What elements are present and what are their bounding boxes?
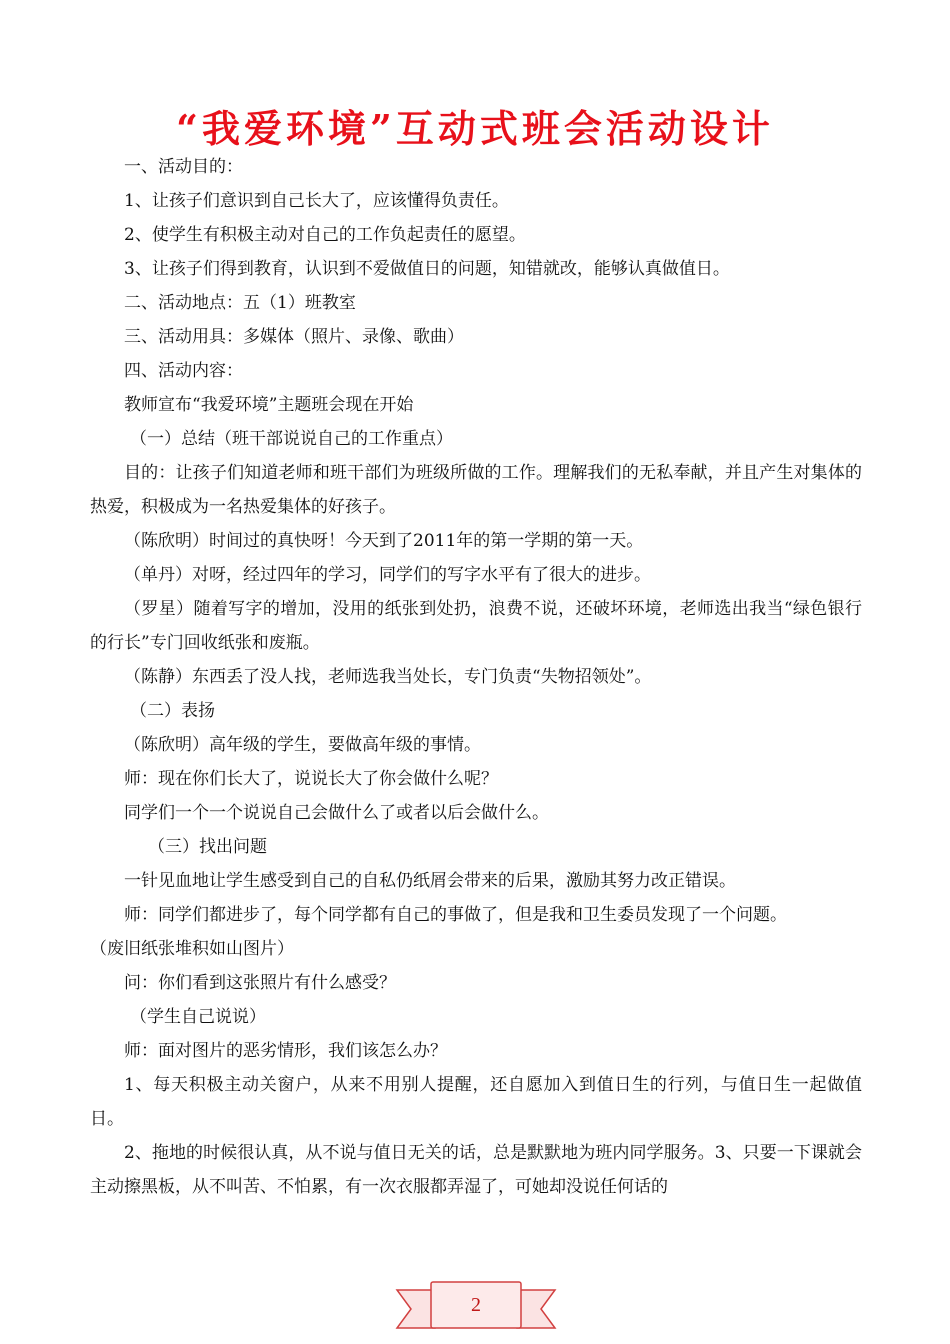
body-paragraph: 1、每天积极主动关窗户，从来不用别人提醒，还自愿加入到值日生的行列，与值日生一起做值日。 <box>90 1075 862 1129</box>
body-paragraph: 师：现在你们长大了，说说长大了你会做什么呢？ <box>124 769 498 789</box>
subsection-heading: （三）找出问题 <box>148 837 267 857</box>
page-number: 2 <box>471 1294 481 1316</box>
subsection-heading: （一）总结（班干部说说自己的工作重点） <box>130 429 453 449</box>
section-heading: 四、活动内容： <box>124 361 243 381</box>
subsection-heading: （二）表扬 <box>130 701 215 721</box>
body-paragraph: （单丹）对呀，经过四年的学习，同学们的写字水平有了很大的进步。 <box>124 565 651 585</box>
body-paragraph: （陈欣明）高年级的学生，要做高年级的事情。 <box>124 735 481 755</box>
body-paragraph: 目的：让孩子们知道老师和班干部们为班级所做的工作。理解我们的无私奉献，并且产生对集体的热爱，积极成为一名热爱集体的好孩子。 <box>90 463 862 517</box>
body-paragraph: 3、让孩子们得到教育，认识到不爱做值日的问题，知错就改，能够认真做值日。 <box>124 259 730 279</box>
body-paragraph: （陈静）东西丢了没人找，老师选我当处长，专门负责“失物招领处”。 <box>124 667 652 687</box>
body-paragraph: 问：你们看到这张照片有什么感受？ <box>124 973 396 993</box>
body-paragraph: 师：面对图片的恶劣情形，我们该怎么办？ <box>124 1041 447 1061</box>
section-heading: 一、活动目的： <box>124 157 243 177</box>
document-body <box>90 150 862 1204</box>
body-paragraph: 同学们一个一个说说自己会做什么了或者以后会做什么。 <box>124 803 549 823</box>
body-paragraph: 2、使学生有积极主动对自己的工作负起责任的愿望。 <box>124 225 526 245</box>
body-paragraph: 师：同学们都进步了，每个同学都有自己的事做了，但是我和卫生委员发现了一个问题。 <box>124 905 787 925</box>
body-paragraph: （学生自己说说） <box>130 1007 266 1027</box>
body-paragraph: 一针见血地让学生感受到自己的自私仍纸屑会带来的后果，激励其努力改正错误。 <box>124 871 736 891</box>
document-title: “我爱环境”互动式班会活动设计 <box>176 106 774 151</box>
body-paragraph: 1、让孩子们意识到自己长大了，应该懂得负责任。 <box>124 191 509 211</box>
body-paragraph: （罗星）随着写字的增加，没用的纸张到处扔，浪费不说，还破坏环境，老师选出我当“绿色银行的行长”专门回收纸张和废瓶。 <box>90 599 862 653</box>
body-paragraph: （陈欣明）时间过的真快呀！今天到了2011年的第一学期的第一天。 <box>124 531 644 551</box>
section-heading: 三、活动用具：多媒体（照片、录像、歌曲） <box>124 327 464 347</box>
section-heading: 二、活动地点：五（1）班教室 <box>124 293 356 313</box>
body-paragraph: 2、拖地的时候很认真，从不说与值日无关的话，总是默默地为班内同学服务。3、只要一下课就会主动擦黑板，从不叫苦、不怕累，有一次衣服都弄湿了，可她却没说任何话的 <box>90 1143 862 1197</box>
body-paragraph: （废旧纸张堆积如山图片） <box>90 939 294 959</box>
body-paragraph: 教师宣布“我爱环境”主题班会现在开始 <box>124 395 414 415</box>
page-number-badge <box>395 1272 557 1334</box>
